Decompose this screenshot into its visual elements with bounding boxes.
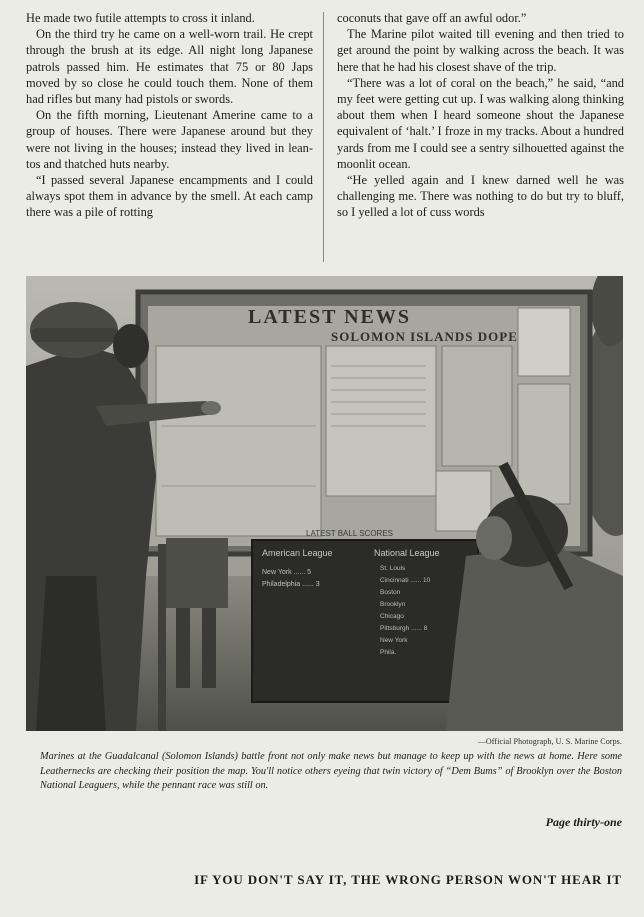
column-divider — [323, 12, 324, 262]
national-league-label: National League — [374, 548, 440, 558]
paragraph: “He yelled again and I knew darned well he was challenging me. There was nothing to do but try to bluff, so I yelled a lot of cuss words — [337, 173, 624, 220]
nl-score-row: Pittsburgh ...... 8 — [380, 625, 428, 632]
paragraph: “There was a lot of coral on the beach,” he said, “and my feet were getting cut up. I was walking along thinking about them when I heard someone shout the Japanese equivalent of ‘halt.’ I froze in my tracks. About a hundred yards from me I could see a sentry silhouetted against the moonlit ocean. — [337, 75, 624, 171]
american-league-label: American League — [262, 548, 333, 558]
scoreboard-header: LATEST BALL SCORES — [306, 529, 393, 538]
nl-score-row: Cincinnati ...... 10 — [380, 577, 431, 584]
paragraph: On the fifth morning, Lieutenant Amerine came to a group of houses. There were Japanese around but they were not living in the houses; instead they lived in lean-tos and thatched huts nearby. — [26, 108, 313, 171]
paragraph: coconuts that gave off an awful odor.” — [337, 11, 527, 25]
nl-score-row: Boston — [380, 589, 401, 596]
article-columns — [26, 10, 624, 262]
page-number: Page thirty-one — [545, 815, 622, 829]
nl-score-row: Phila. — [380, 649, 397, 656]
left-column — [26, 10, 313, 262]
al-score-row: Philadelphia ...... 3 — [262, 581, 320, 588]
board-title: LATEST NEWS — [248, 306, 411, 328]
nl-score-row: Brooklyn — [380, 601, 406, 608]
marines-photograph — [26, 276, 623, 731]
paragraph: On the third try he came on a well-worn trail. He crept through the brush at its edge. All night long Japanese patrols passed him. He estimates that 75 or 80 Japs moved by so close he could touch them. None of them had rifles but many had pistols or swords. — [26, 27, 313, 107]
right-column — [337, 10, 624, 262]
nl-score-row: St. Louis — [380, 565, 406, 572]
paragraph: The Marine pilot waited till evening and then tried to get around the point by walking across the beach. It was here that he had his closest shave of the trip. — [337, 27, 624, 74]
nl-score-row: New York — [380, 637, 408, 644]
board-subtitle: SOLOMON ISLANDS DOPE — [331, 329, 518, 344]
paragraph: “I passed several Japanese encampments and I could always spot them in advance by the smell. At each camp there was a pile of rotting — [26, 173, 313, 220]
paragraph: He made two futile attempts to cross it inland. — [26, 11, 255, 25]
nl-score-row: Chicago — [380, 613, 404, 620]
photo-credit: —Official Photograph, U. S. Marine Corps. — [477, 737, 622, 746]
footer-slogan: IF YOU DON'T SAY IT, THE WRONG PERSON WON'T HEAR IT — [194, 872, 622, 887]
al-score-row: New York ...... 5 — [262, 569, 312, 576]
photo-caption: Marines at the Guadalcanal (Solomon Islands) battle front not only make news but manage to keep up with the news at home. Here some Leathernecks are checking their position the map. You'll notice others eyeing that twin victory of “Dem Bums” of Brooklyn over the Boston National Leaguers, while the pennant race was still on. — [40, 751, 622, 792]
